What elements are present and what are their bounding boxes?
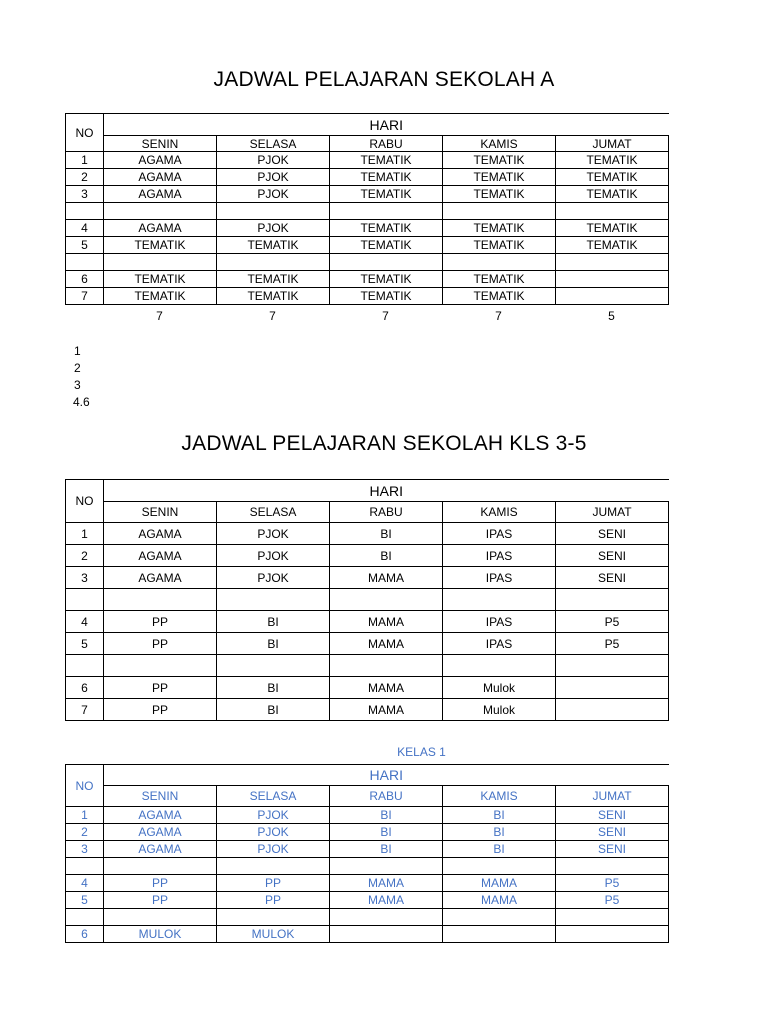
subject-cell: TEMATIK [443, 186, 556, 203]
subject-cell: TEMATIK [330, 169, 443, 186]
subject-cell: AGAMA [104, 169, 217, 186]
subject-cell: TEMATIK [443, 288, 556, 305]
no-header: NO [66, 114, 104, 152]
subject-cell [556, 203, 669, 220]
subject-cell: TEMATIK [104, 237, 217, 254]
table-row [66, 220, 669, 237]
subject-cell: BI [217, 677, 330, 699]
subject-cell: AGAMA [104, 220, 217, 237]
subject-cell: BI [330, 545, 443, 567]
day-header: JUMAT [556, 136, 669, 152]
table-row [66, 655, 669, 677]
subject-cell [104, 203, 217, 220]
note-item: 4.6 [73, 395, 90, 409]
subject-cell: BI [217, 611, 330, 633]
subject-cell: MAMA [330, 611, 443, 633]
hari-header: HARI [104, 480, 669, 502]
subject-cell: SENI [556, 545, 669, 567]
subject-cell [217, 909, 330, 926]
table-row [66, 699, 669, 721]
subject-cell: BI [443, 824, 556, 841]
subject-cell: PJOK [217, 545, 330, 567]
row-number [66, 254, 104, 271]
subject-cell [556, 288, 669, 305]
row-number [66, 589, 104, 611]
subject-cell: TEMATIK [443, 237, 556, 254]
subject-cell: PJOK [217, 220, 330, 237]
subject-cell: P5 [556, 611, 669, 633]
row-number: 5 [66, 892, 104, 909]
subject-cell: PP [104, 677, 217, 699]
day-header: SENIN [104, 786, 217, 807]
subject-cell [330, 926, 443, 943]
subject-cell: TEMATIK [330, 288, 443, 305]
subject-cell: TEMATIK [556, 186, 669, 203]
subject-cell [330, 655, 443, 677]
subject-cell: TEMATIK [330, 271, 443, 288]
subject-cell: PJOK [217, 523, 330, 545]
subject-cell: AGAMA [104, 152, 217, 169]
row-number [66, 858, 104, 875]
table-row [66, 523, 669, 545]
subject-cell [217, 589, 330, 611]
day-header: RABU [330, 786, 443, 807]
subject-cell: BI [443, 807, 556, 824]
subject-cell: PJOK [217, 807, 330, 824]
subject-cell: IPAS [443, 545, 556, 567]
day-total: 7 [269, 309, 276, 323]
subject-cell: MULOK [217, 926, 330, 943]
subject-cell [330, 909, 443, 926]
subject-cell: P5 [556, 875, 669, 892]
row-number: 7 [66, 699, 104, 721]
subject-cell [556, 909, 669, 926]
table-row [66, 633, 669, 655]
subject-cell [556, 677, 669, 699]
subject-cell: SENI [556, 841, 669, 858]
subject-cell [104, 909, 217, 926]
subject-cell: SENI [556, 523, 669, 545]
day-header: RABU [330, 136, 443, 152]
day-header: KAMIS [443, 136, 556, 152]
table-row [66, 545, 669, 567]
subject-cell: IPAS [443, 523, 556, 545]
subject-cell: TEMATIK [217, 271, 330, 288]
table-row [66, 611, 669, 633]
subject-cell: AGAMA [104, 523, 217, 545]
schedule-title-kls-3-5: JADWAL PELAJARAN SEKOLAH KLS 3-5 [181, 432, 587, 455]
subject-cell: MAMA [330, 892, 443, 909]
hari-header: HARI [104, 765, 669, 786]
day-header: SENIN [104, 502, 217, 523]
subject-cell: PP [104, 875, 217, 892]
day-header: SELASA [217, 136, 330, 152]
row-number: 6 [66, 271, 104, 288]
note-item: 1 [74, 344, 81, 358]
schedule-table-kls-3-5 [65, 479, 669, 721]
subject-cell: MAMA [330, 699, 443, 721]
row-number: 3 [66, 841, 104, 858]
subject-cell: AGAMA [104, 545, 217, 567]
hari-header: HARI [104, 114, 669, 136]
subject-cell: PP [217, 875, 330, 892]
subject-cell: P5 [556, 892, 669, 909]
subject-cell: MAMA [330, 677, 443, 699]
subject-cell [443, 909, 556, 926]
subject-cell [330, 254, 443, 271]
row-number: 7 [66, 288, 104, 305]
subject-cell: TEMATIK [556, 220, 669, 237]
subject-cell [217, 203, 330, 220]
day-total: 5 [608, 309, 615, 323]
notes-list [74, 343, 90, 411]
table-row [66, 807, 669, 824]
table-row [66, 203, 669, 220]
table-row [66, 288, 669, 305]
subject-cell: SENI [556, 807, 669, 824]
subject-cell: TEMATIK [443, 169, 556, 186]
subject-cell: MAMA [330, 633, 443, 655]
subject-cell: TEMATIK [330, 220, 443, 237]
table-row [66, 271, 669, 288]
table-row [66, 169, 669, 186]
subject-cell: Mulok [443, 677, 556, 699]
subject-cell [330, 203, 443, 220]
table-row [66, 892, 669, 909]
subject-cell: AGAMA [104, 824, 217, 841]
row-number: 2 [66, 169, 104, 186]
row-number: 1 [66, 152, 104, 169]
subject-cell: TEMATIK [330, 237, 443, 254]
day-header: KAMIS [443, 786, 556, 807]
subject-cell: TEMATIK [330, 186, 443, 203]
subject-cell [330, 589, 443, 611]
note-item: 2 [74, 361, 81, 375]
subject-cell: TEMATIK [104, 288, 217, 305]
schedule-title-a: JADWAL PELAJARAN SEKOLAH A [213, 68, 555, 91]
subject-cell: MAMA [330, 567, 443, 589]
subject-cell [217, 858, 330, 875]
subject-cell: TEMATIK [556, 152, 669, 169]
subject-cell: PJOK [217, 186, 330, 203]
subject-cell [556, 655, 669, 677]
row-number: 6 [66, 677, 104, 699]
row-number: 4 [66, 220, 104, 237]
subject-cell [104, 858, 217, 875]
subject-cell: MULOK [104, 926, 217, 943]
row-number: 3 [66, 567, 104, 589]
subject-cell: BI [443, 841, 556, 858]
schedule-table-a [65, 113, 669, 305]
subject-cell: PJOK [217, 567, 330, 589]
no-header: NO [66, 765, 104, 807]
subject-cell [556, 926, 669, 943]
row-number: 3 [66, 186, 104, 203]
subject-cell [556, 858, 669, 875]
row-number [66, 655, 104, 677]
subject-cell [443, 926, 556, 943]
subject-cell [104, 254, 217, 271]
day-header: JUMAT [556, 502, 669, 523]
day-header: SELASA [217, 502, 330, 523]
subject-cell: TEMATIK [556, 237, 669, 254]
subject-cell: SENI [556, 567, 669, 589]
subject-cell [556, 271, 669, 288]
subject-cell: PP [104, 699, 217, 721]
day-header: SELASA [217, 786, 330, 807]
row-number [66, 203, 104, 220]
table-row [66, 841, 669, 858]
table-row [66, 186, 669, 203]
table-row [66, 589, 669, 611]
table-row [66, 926, 669, 943]
subject-cell [443, 203, 556, 220]
subject-cell: BI [330, 807, 443, 824]
subject-cell: IPAS [443, 633, 556, 655]
subject-cell [330, 858, 443, 875]
subject-cell: BI [217, 633, 330, 655]
row-number: 5 [66, 633, 104, 655]
subject-cell: TEMATIK [443, 271, 556, 288]
subject-cell [217, 655, 330, 677]
subject-cell: BI [330, 523, 443, 545]
subject-cell: AGAMA [104, 186, 217, 203]
table-row [66, 858, 669, 875]
subject-cell: TEMATIK [217, 237, 330, 254]
no-header: NO [66, 480, 104, 523]
table-row [66, 567, 669, 589]
subject-cell: PP [217, 892, 330, 909]
subject-cell: TEMATIK [556, 169, 669, 186]
table-row [66, 909, 669, 926]
table-row [66, 254, 669, 271]
subject-cell: BI [330, 824, 443, 841]
subject-cell: P5 [556, 633, 669, 655]
day-header: SENIN [104, 136, 217, 152]
row-number: 6 [66, 926, 104, 943]
subject-cell: TEMATIK [104, 271, 217, 288]
subject-cell: BI [217, 699, 330, 721]
table-row [66, 152, 669, 169]
subject-cell: SENI [556, 824, 669, 841]
subject-cell: AGAMA [104, 841, 217, 858]
subject-cell: BI [330, 841, 443, 858]
subject-cell: PP [104, 892, 217, 909]
day-total: 7 [495, 309, 502, 323]
subject-cell: PP [104, 611, 217, 633]
row-number: 1 [66, 807, 104, 824]
row-number: 4 [66, 611, 104, 633]
schedule-table-kelas-1 [65, 764, 669, 943]
subject-cell: IPAS [443, 611, 556, 633]
subject-cell [443, 589, 556, 611]
subject-cell: MAMA [443, 875, 556, 892]
subject-cell [104, 589, 217, 611]
subject-cell: AGAMA [104, 807, 217, 824]
schedule-title-kelas-1: KELAS 1 [397, 745, 446, 759]
day-header: JUMAT [556, 786, 669, 807]
subject-cell [217, 254, 330, 271]
table-row [66, 824, 669, 841]
subject-cell: PJOK [217, 169, 330, 186]
row-number: 2 [66, 824, 104, 841]
subject-cell: MAMA [443, 892, 556, 909]
subject-cell: TEMATIK [443, 220, 556, 237]
row-number: 4 [66, 875, 104, 892]
subject-cell [443, 254, 556, 271]
subject-cell: AGAMA [104, 567, 217, 589]
day-header: RABU [330, 502, 443, 523]
subject-cell [556, 589, 669, 611]
subject-cell: TEMATIK [217, 288, 330, 305]
subject-cell: MAMA [330, 875, 443, 892]
subject-cell: PJOK [217, 824, 330, 841]
subject-cell [556, 699, 669, 721]
subject-cell [443, 858, 556, 875]
note-item: 3 [74, 378, 81, 392]
subject-cell: TEMATIK [330, 152, 443, 169]
day-header: KAMIS [443, 502, 556, 523]
row-number [66, 909, 104, 926]
subject-cell: IPAS [443, 567, 556, 589]
row-number: 2 [66, 545, 104, 567]
row-number: 5 [66, 237, 104, 254]
subject-cell: PP [104, 633, 217, 655]
subject-cell [443, 655, 556, 677]
day-total: 7 [156, 309, 163, 323]
subject-cell [556, 254, 669, 271]
subject-cell: PJOK [217, 841, 330, 858]
subject-cell [104, 655, 217, 677]
row-number: 1 [66, 523, 104, 545]
subject-cell: TEMATIK [443, 152, 556, 169]
table-row [66, 237, 669, 254]
day-total: 7 [382, 309, 389, 323]
subject-cell: Mulok [443, 699, 556, 721]
table-row [66, 677, 669, 699]
subject-cell: PJOK [217, 152, 330, 169]
table-row [66, 875, 669, 892]
